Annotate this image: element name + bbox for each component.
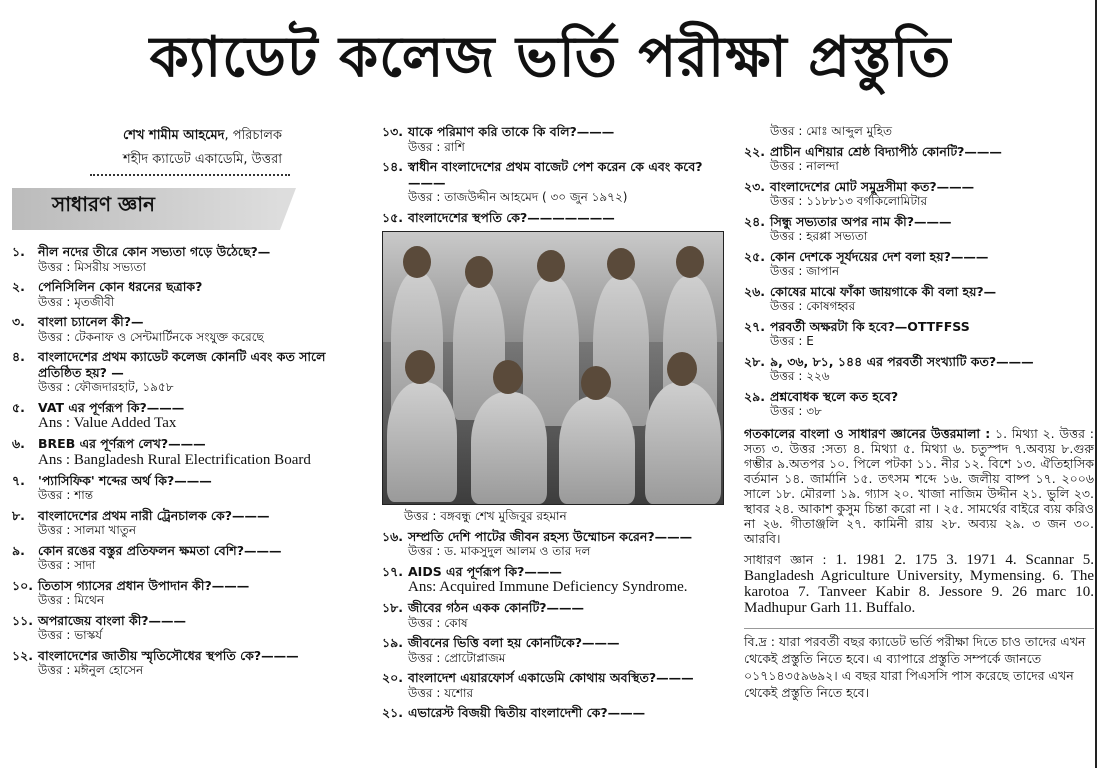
question	[744, 354, 1094, 370]
question-item	[382, 210, 724, 226]
question	[382, 124, 724, 140]
question-item	[382, 564, 724, 597]
question-item	[744, 354, 1094, 385]
page-headline: ক্যাডেট কলেজ ভর্তি পরীক্ষা প্রস্তুতি	[149, 25, 952, 90]
question-text: কোষের মাঝে ফাঁকা জায়গাকে কী বলা হয়?—	[770, 283, 997, 299]
question-item	[382, 600, 724, 631]
answer: উত্তর : সালমা খাতুন	[38, 523, 137, 537]
cadet-head	[676, 246, 704, 278]
question	[12, 613, 352, 629]
question-text: জীবের গঠন একক কোনটি?———	[408, 600, 585, 615]
answer: উত্তর : যশোর	[408, 685, 474, 700]
question-number: ২৪.	[744, 213, 765, 229]
answer-carryover: উত্তর : মোঃ আব্দুল মুহিত	[770, 124, 893, 138]
cadet-head	[493, 360, 523, 394]
column-3	[744, 124, 1094, 701]
question-text: 'প্যাসিফিক' শব্দের অর্থ কি?———	[38, 472, 212, 488]
question-number: ২৮.	[744, 353, 765, 369]
question-number: ১.	[12, 244, 25, 259]
question	[12, 578, 352, 594]
question-number: ১৪.	[382, 159, 403, 174]
answer: উত্তর : মৃতজীবী	[38, 294, 115, 309]
question-item	[12, 578, 352, 609]
question	[12, 508, 352, 524]
question	[12, 473, 352, 489]
cadet-head	[581, 366, 611, 400]
question-text: বাংলাদেশের স্থপতি কে?———————	[408, 209, 615, 225]
gk-answer-body: 1. 1981 2. 175 3. 1971 4. Scannar 5. Bangladesh Agriculture University, Mymensing. 6. The karotoa 7. Tanveer Kabir 8. Jessore 9. 26 marc 10. Madhupur Garh 11. Buffalo.	[744, 551, 1095, 616]
column-1	[12, 124, 352, 683]
cadet-figure	[471, 392, 547, 504]
gk-answer-key	[744, 552, 1094, 616]
question-text: ৯, ৩৬, ৮১, ১৪৪ এর পরবর্তী সংখ্যাটি কত?———	[770, 353, 1034, 369]
cadet-head	[403, 246, 431, 278]
answer: উত্তর : ড. মাকসুদুল আলম ও তার দল	[408, 544, 591, 558]
answer: Ans : Bangladesh Rural Electrification Board	[38, 451, 311, 468]
question	[744, 144, 1094, 160]
question-text: কোন দেশকে সূর্যদয়ের দেশ বলা হয়?———	[770, 248, 989, 264]
question-text: AIDS এর পূর্ণরূপ কি?———	[408, 563, 562, 579]
question-text: বাংলাদেশের প্রথম ক্যাডেট কলেজ কোনটি এবং কত সালে প্রতিষ্ঠিত হয়? —	[38, 349, 326, 380]
question-text: বাংলাদেশের প্রথম নারী ট্রেনচালক কে?———	[38, 507, 270, 523]
answer: উত্তর : জাপান	[770, 264, 840, 278]
question-item	[382, 529, 724, 560]
question-item	[744, 389, 1094, 420]
question-number: ১৬.	[382, 528, 403, 544]
cadets-photo	[382, 231, 724, 505]
answer-key-body: ১. মিথ্যা ২. উত্তর : সত্য ৩. উত্তর :সত্য ৪. মিথ্যা ৫. মিথ্যা ৬. চতুস্পদ ৭.অব্যয় ৮.গুরু গম্ভীর ৯.অতপর ১০. পিলে পটকা ১১. নীর ১২. বিশে ১৩. ঐতিহাসিক বর্তমান ১৪. জার্মানি ১৫. তৎসম শব্দে ১৬. জলীয় বাষ্প ১৭. ২০০৬ সালে ১৮. মৌরলা ১৯. গ্যাস ২০. খাজা নাজিম উদ্দীন ২১. ভুলি ২৩. স্থাবর ২৪. আকাশ কুসুম চিন্তা করো না । ২৫. সামর্থের বাইরে ব্যয় করিও না ২৬. গীতাঞ্জলি ২৭. কামিনী রায় ২৮. অব্যয় ২৯. ৩ জন ৩০. আরবি।	[744, 425, 1094, 546]
question-text: যাকে পরিমাণ করি তাকে কি বলি?———	[408, 124, 615, 139]
question-list-3	[744, 144, 1094, 420]
question	[12, 436, 352, 452]
answer: Ans: Acquired Immune Deficiency Syndrome.	[408, 579, 688, 595]
question	[12, 400, 352, 416]
question-text: এভারেস্ট বিজয়ী দ্বিতীয় বাংলাদেশী কে?———	[408, 705, 646, 720]
answer: উত্তর : মঈনুল হোসেন	[38, 663, 144, 677]
author-role: , পরিচালক	[224, 128, 282, 143]
answer: উত্তর : ২২৬	[770, 369, 830, 383]
question-text: VAT এর পূর্ণরূপ কি?———	[38, 399, 185, 415]
question-number: ১৩.	[382, 124, 403, 139]
question-number: ৮.	[12, 507, 25, 523]
question-item	[744, 144, 1094, 175]
question	[12, 648, 352, 664]
question-number: ৩.	[12, 314, 25, 329]
question	[744, 249, 1094, 265]
question	[744, 284, 1094, 300]
question-item	[744, 214, 1094, 245]
question-item	[382, 159, 724, 206]
answer: উত্তর : ১১৮৮১৩ বর্গকিলোমিটার	[770, 194, 928, 208]
question-number: ২১.	[382, 705, 403, 720]
answer: উত্তর : মিসরীয় সভ্যতা	[38, 259, 146, 274]
question-item	[382, 670, 724, 701]
question	[12, 349, 352, 380]
question-text: বাংলাদেশের মোট সমুদ্রসীমা কত?———	[770, 178, 975, 194]
question	[12, 543, 352, 559]
question-text: কোন রঙের বস্তুর প্রতিফলন ক্ষমতা বেশি?———	[38, 542, 282, 558]
question-text: সম্প্রতি দেশি পাটের জীবন রহস্য উম্মোচন করেন?———	[408, 528, 693, 544]
question	[382, 670, 724, 686]
answer: উত্তর : সাদা	[38, 558, 96, 572]
question-text: স্বাধীন বাংলাদেশের প্রথম বাজেট পেশ করেন কে এবং কবে?———	[408, 159, 703, 190]
cadet-head	[405, 350, 435, 384]
gk-answer-lead: সাধারণ জ্ঞান :	[744, 551, 827, 567]
question	[382, 159, 724, 190]
question-number: ২৬.	[744, 283, 766, 299]
question	[744, 179, 1094, 195]
cadet-head	[465, 256, 493, 288]
answer: উত্তর : শান্ত	[38, 488, 94, 502]
answer: উত্তর : নালন্দা	[770, 159, 839, 173]
question-number: ২৭.	[744, 318, 766, 334]
author-name: শেখ শামীম আহমেদ	[123, 128, 225, 143]
question	[382, 635, 724, 651]
question-item	[382, 705, 724, 721]
question-text: অপরাজেয় বাংলা কী?———	[38, 612, 187, 628]
question	[744, 214, 1094, 230]
question-item	[12, 613, 352, 644]
cadet-head	[607, 248, 635, 280]
question-number: ৯.	[12, 542, 25, 558]
question	[382, 529, 724, 545]
question-item	[12, 473, 352, 504]
question-number: ৫.	[12, 399, 25, 415]
question-text: BREB এর পূর্ণরূপ লেখ?———	[38, 436, 206, 451]
question-number: ১১.	[12, 612, 33, 628]
question-text: বাংলা চ্যানেল কী?—	[38, 314, 144, 329]
answer: Ans : Value Added Tax	[38, 415, 177, 431]
question-number: ২২.	[744, 143, 766, 159]
question-number: ১২.	[12, 647, 33, 663]
answer: উত্তর : রাশি	[408, 139, 465, 154]
section-header	[12, 188, 280, 230]
answer-key	[744, 426, 1094, 546]
cadet-figure	[645, 382, 721, 504]
question-item	[744, 319, 1094, 350]
question	[12, 279, 352, 295]
answer: উত্তর : ৩৮	[770, 404, 822, 418]
question-item	[12, 543, 352, 574]
question-item	[12, 244, 352, 275]
question-item	[382, 124, 724, 155]
question-text: নীল নদের তীরে কোন সভ্যতা গড়ে উঠেছে?—	[38, 244, 271, 259]
question-text: পরবর্তী অক্ষরটা কি হবে?—OTTFFSS	[770, 318, 970, 334]
question-number: ১৭.	[382, 563, 403, 579]
column-2	[382, 124, 724, 725]
question-text: সিন্ধু সভ্যতার অপর নাম কী?———	[770, 213, 952, 229]
answer: উত্তর : প্রোটোপ্লাজম	[408, 650, 506, 665]
question-item	[12, 349, 352, 396]
answer-key-lead: গতকালের বাংলা ও সাধারণ জ্ঞানের উত্তরমালা :	[744, 425, 991, 441]
question-number: ২৫.	[744, 248, 765, 264]
question-text: জীবনের ভিত্তি বলা হয় কোনটিকে?———	[408, 635, 620, 650]
question-item	[744, 179, 1094, 210]
answer: উত্তর : মিথেন	[38, 593, 105, 607]
question-number: ২০.	[382, 670, 404, 685]
answer: উত্তর : E	[770, 334, 814, 348]
question	[12, 244, 352, 260]
question-number: ১৯.	[382, 635, 403, 650]
question-item	[12, 279, 352, 310]
question-number: ৭.	[12, 472, 25, 488]
question-list-2a	[382, 124, 724, 225]
question-text: পেনিসিলিন কোন ধরনের ছত্রাক?	[38, 279, 203, 294]
answer: উত্তর : ভাস্কর্য	[38, 628, 103, 642]
question	[744, 389, 1094, 405]
question-text: তিতাস গ্যাসের প্রধান উপাদান কী?———	[38, 577, 250, 593]
answer: উত্তর : ফৌজদারহাট, ১৯৫৮	[38, 380, 174, 394]
question-number: ১৮.	[382, 600, 403, 615]
question-number: ২.	[12, 279, 25, 294]
author-org: শহীদ ক্যাডেট একাডেমি, উত্তরা	[123, 152, 282, 167]
question-number: ৬.	[12, 436, 25, 451]
answer: উত্তর : তাজউদ্দীন আহমেদ ( ৩০ জুন ১৯৭২)	[408, 190, 628, 204]
question-text: বাংলাদেশের জাতীয় স্মৃতিসৌধের স্থপতি কে?———	[38, 647, 299, 663]
question	[382, 705, 724, 721]
byline	[12, 124, 352, 172]
question-item	[744, 284, 1094, 315]
question-item	[12, 314, 352, 345]
answer: উত্তর : হরপ্পা সভ্যতা	[770, 229, 868, 243]
photo-answer: উত্তর : বঙ্গবন্ধু শেখ মুজিবুর রহমান	[404, 509, 567, 523]
question	[382, 564, 724, 580]
question-number: ৪.	[12, 349, 25, 364]
question-item	[12, 508, 352, 539]
dotted-divider	[90, 174, 290, 176]
question-item	[12, 648, 352, 679]
question-text: প্রাচীন এশিয়ার শ্রেষ্ঠ বিদ্যাপীঠ কোনটি?———	[770, 143, 1002, 159]
question-number: ১৫.	[382, 209, 403, 225]
question	[382, 600, 724, 616]
answer: উত্তর : কোষগহ্বর	[770, 299, 856, 313]
footnote: বি.দ্র : যারা পরবর্তী বছর ক্যাডেট ভর্তি পরীক্ষা দিতে চাও তাদের এখন থেকেই প্রস্তুতি নিতে হবে। এ ব্যাপারে প্রস্তুতি সম্পর্কে জানতে ০১৭১৪৩৫৯৬৯২। এ বছর যারা পিএসসি পাস করেছে তাদের এখন থেকেই প্রস্তুতি নিতে হবে।	[744, 628, 1094, 701]
question-number: ১০.	[12, 577, 33, 593]
question-text: প্রশ্নবোধক স্থলে কত হবে?	[770, 388, 899, 404]
question-number: ২৩.	[744, 178, 766, 194]
column-rule	[1095, 0, 1097, 768]
question	[382, 210, 724, 226]
question-item	[382, 635, 724, 666]
question-item	[744, 249, 1094, 280]
cadet-figure	[559, 396, 635, 504]
answer: উত্তর : কোষ	[408, 615, 468, 630]
question-number: ২৯.	[744, 388, 765, 404]
question-item	[12, 436, 352, 469]
answer: উত্তর : টেকনাফ ও সেন্টমার্টিনকে সংযুক্ত করেছে	[38, 329, 264, 344]
question-list-1	[12, 244, 352, 679]
cadet-figure	[387, 382, 457, 502]
cadet-head	[537, 250, 565, 282]
section-title: সাধারণ জ্ঞান	[52, 192, 155, 216]
question-text: বাংলাদেশ এয়ারফোর্স একাডেমি কোথায় অবস্থিত?———	[408, 670, 694, 685]
question-list-2b	[382, 529, 724, 721]
question	[12, 314, 352, 330]
question-item	[12, 400, 352, 433]
question	[744, 319, 1094, 335]
cadet-head	[667, 352, 697, 386]
